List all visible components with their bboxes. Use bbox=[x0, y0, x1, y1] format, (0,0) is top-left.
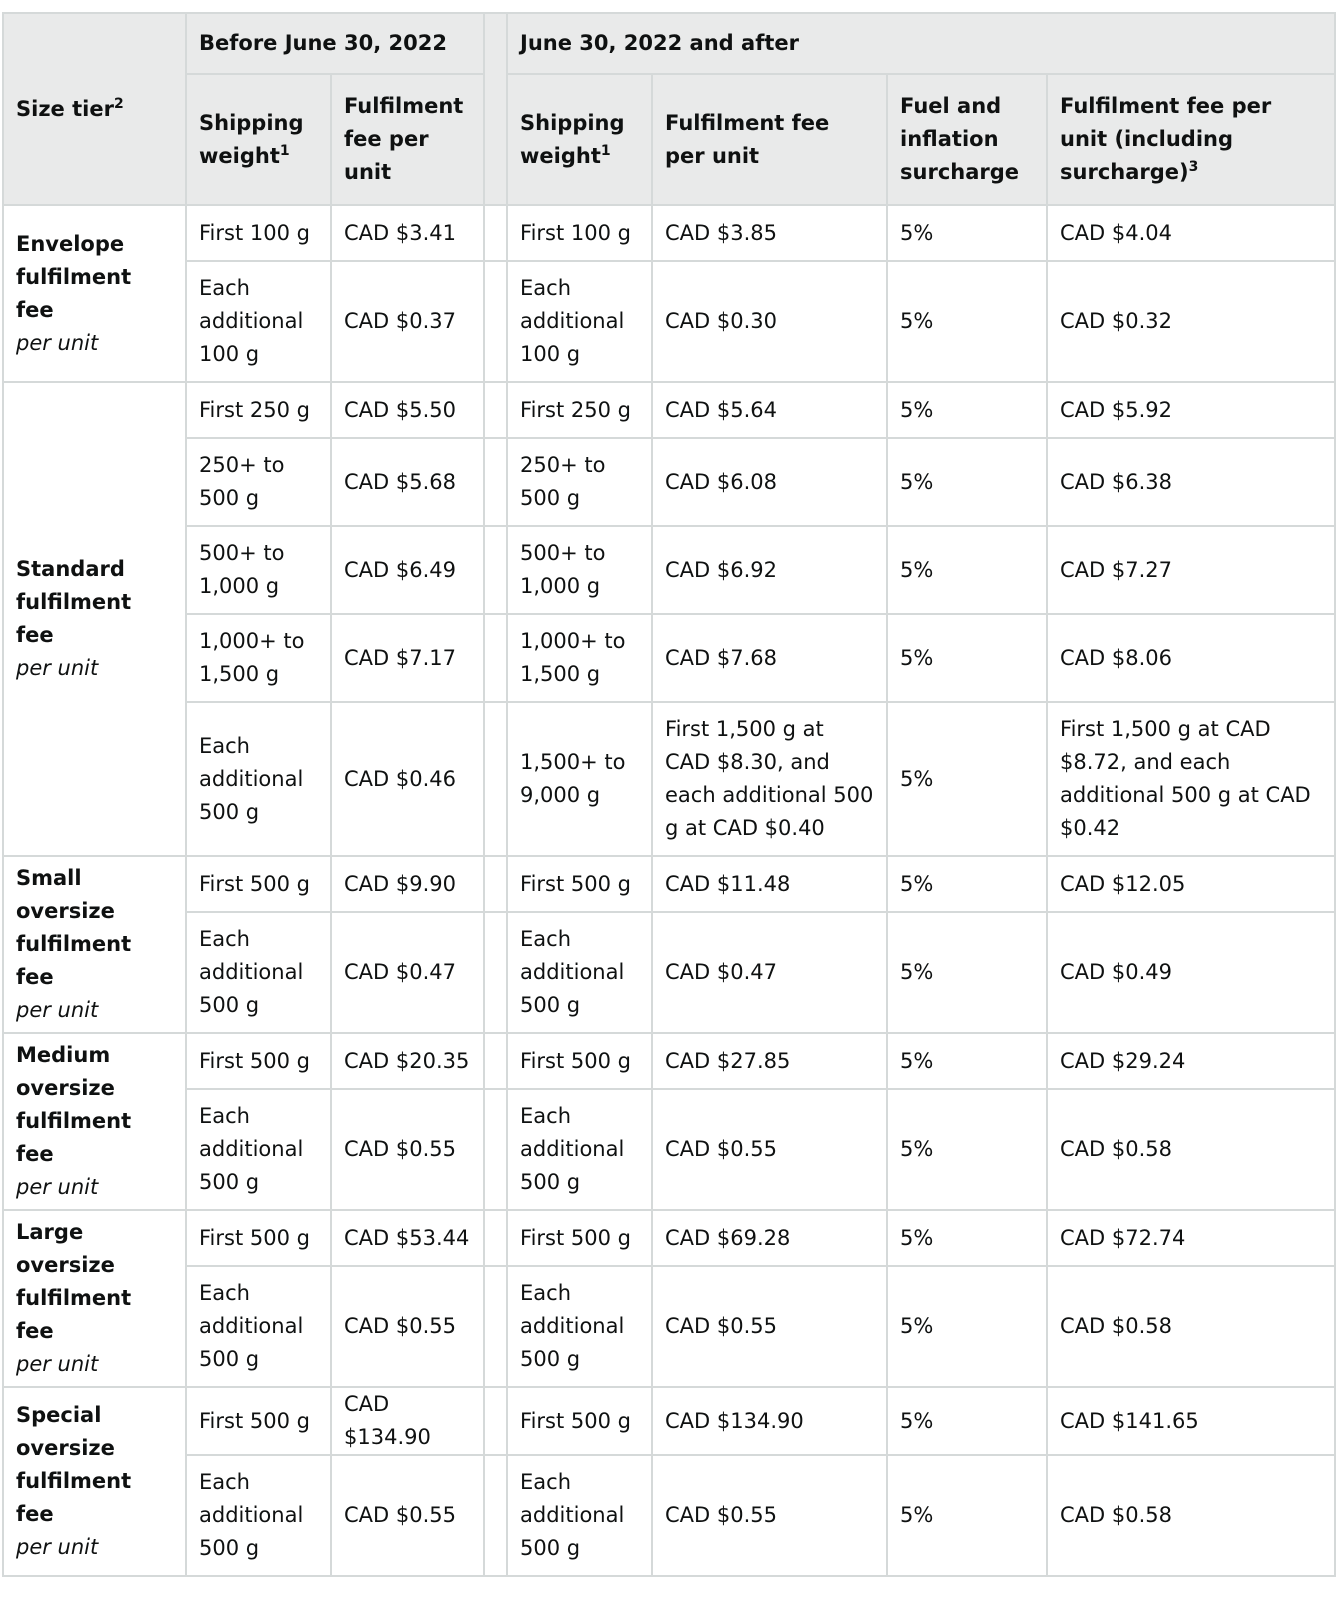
header-row-columns bbox=[3, 74, 1335, 205]
weight-before-cell: Each additional 500 g bbox=[186, 912, 331, 1033]
surcharge-cell: 5% bbox=[887, 856, 1047, 912]
size-tier-cell bbox=[3, 382, 186, 856]
weight-after-cell: 250+ to 500 g bbox=[507, 438, 652, 526]
table-row bbox=[3, 702, 1335, 856]
table-row bbox=[3, 1033, 1335, 1089]
column-gap bbox=[484, 205, 507, 261]
fee-after-cell: CAD $7.68 bbox=[652, 614, 887, 702]
table-row bbox=[3, 382, 1335, 438]
shipping-weight-header-after: Shipping weight$^1$ bbox=[507, 74, 652, 205]
table-row bbox=[3, 1387, 1335, 1455]
weight-before-cell: 1,000+ to 1,500 g bbox=[186, 614, 331, 702]
size-tier-name: Large oversize fulfilment fee bbox=[16, 1220, 132, 1343]
fee-after-cell: CAD $27.85 bbox=[652, 1033, 887, 1089]
fee-header-after: Fulfilment fee per unit bbox=[652, 74, 887, 205]
fee-before-cell: CAD $53.44 bbox=[331, 1210, 484, 1266]
fee-incl-surcharge-header: Fulfilment fee per unit (including surcharge)$^3$ bbox=[1047, 74, 1335, 205]
fulfilment-fee-table bbox=[2, 12, 1336, 1577]
fee-incl-cell: CAD $29.24 bbox=[1047, 1033, 1335, 1089]
weight-before-cell: Each additional 500 g bbox=[186, 1266, 331, 1387]
surcharge-cell: 5% bbox=[887, 614, 1047, 702]
weight-after-cell: First 500 g bbox=[507, 856, 652, 912]
surcharge-cell: 5% bbox=[887, 1455, 1047, 1576]
weight-before-cell: First 500 g bbox=[186, 1387, 331, 1455]
size-tier-cell bbox=[3, 1033, 186, 1210]
fee-before-cell: CAD $5.68 bbox=[331, 438, 484, 526]
weight-after-cell: Each additional 500 g bbox=[507, 1455, 652, 1576]
table-row bbox=[3, 912, 1335, 1033]
column-gap bbox=[484, 13, 507, 205]
fee-after-cell: CAD $0.30 bbox=[652, 261, 887, 382]
weight-after-cell: First 500 g bbox=[507, 1387, 652, 1455]
fee-incl-cell: CAD $5.92 bbox=[1047, 382, 1335, 438]
weight-after-cell: First 500 g bbox=[507, 1033, 652, 1089]
size-tier-header: Size tier$^2$ bbox=[3, 13, 186, 205]
fee-after-cell: CAD $0.55 bbox=[652, 1089, 887, 1210]
surcharge-cell: 5% bbox=[887, 1210, 1047, 1266]
weight-after-cell: First 100 g bbox=[507, 205, 652, 261]
fee-after-cell: CAD $6.08 bbox=[652, 438, 887, 526]
fee-after-cell: CAD $5.64 bbox=[652, 382, 887, 438]
column-gap bbox=[484, 1089, 507, 1210]
surcharge-cell: 5% bbox=[887, 1033, 1047, 1089]
weight-after-cell: First 500 g bbox=[507, 1210, 652, 1266]
size-tier-subtitle: per unit bbox=[16, 656, 99, 680]
surcharge-cell: 5% bbox=[887, 912, 1047, 1033]
fee-before-cell: CAD $134.90 bbox=[331, 1387, 484, 1455]
before-date-header: Before June 30, 2022 bbox=[186, 13, 484, 74]
weight-before-cell: First 250 g bbox=[186, 382, 331, 438]
weight-after-cell: Each additional 500 g bbox=[507, 1266, 652, 1387]
weight-before-cell: 250+ to 500 g bbox=[186, 438, 331, 526]
fee-before-cell: CAD $20.35 bbox=[331, 1033, 484, 1089]
weight-after-cell: First 250 g bbox=[507, 382, 652, 438]
table-row bbox=[3, 1455, 1335, 1576]
size-tier-cell bbox=[3, 1387, 186, 1576]
fee-before-cell: CAD $0.55 bbox=[331, 1455, 484, 1576]
fee-incl-cell: CAD $4.04 bbox=[1047, 205, 1335, 261]
fee-after-cell: CAD $134.90 bbox=[652, 1387, 887, 1455]
fee-before-cell: CAD $0.55 bbox=[331, 1266, 484, 1387]
column-gap bbox=[484, 1455, 507, 1576]
size-tier-name: Medium oversize fulfilment fee bbox=[16, 1043, 132, 1166]
size-tier-subtitle: per unit bbox=[16, 1352, 99, 1376]
column-gap bbox=[484, 526, 507, 614]
fee-incl-cell: CAD $0.32 bbox=[1047, 261, 1335, 382]
surcharge-cell: 5% bbox=[887, 438, 1047, 526]
fee-incl-cell: CAD $8.06 bbox=[1047, 614, 1335, 702]
weight-before-cell: Each additional 500 g bbox=[186, 1089, 331, 1210]
column-gap bbox=[484, 1210, 507, 1266]
surcharge-cell: 5% bbox=[887, 1266, 1047, 1387]
size-tier-name: Small oversize fulfilment fee bbox=[16, 866, 132, 989]
size-tier-subtitle: per unit bbox=[16, 1175, 99, 1199]
fee-incl-cell: CAD $0.58 bbox=[1047, 1455, 1335, 1576]
surcharge-cell: 5% bbox=[887, 1387, 1047, 1455]
surcharge-cell: 5% bbox=[887, 526, 1047, 614]
fee-before-cell: CAD $0.47 bbox=[331, 912, 484, 1033]
fee-incl-cell: CAD $72.74 bbox=[1047, 1210, 1335, 1266]
column-gap bbox=[484, 1387, 507, 1455]
weight-after-cell: 500+ to 1,000 g bbox=[507, 526, 652, 614]
size-tier-subtitle: per unit bbox=[16, 1535, 99, 1559]
header-row-groups bbox=[3, 13, 1335, 74]
surcharge-cell: 5% bbox=[887, 1089, 1047, 1210]
fee-after-cell: CAD $0.55 bbox=[652, 1455, 887, 1576]
weight-after-cell: Each additional 100 g bbox=[507, 261, 652, 382]
fee-table-body bbox=[3, 205, 1335, 1576]
weight-after-cell: 1,500+ to 9,000 g bbox=[507, 702, 652, 856]
column-gap bbox=[484, 438, 507, 526]
table-row bbox=[3, 1210, 1335, 1266]
size-tier-cell bbox=[3, 1210, 186, 1387]
fee-before-cell: CAD $0.46 bbox=[331, 702, 484, 856]
weight-before-cell: 500+ to 1,000 g bbox=[186, 526, 331, 614]
fee-incl-cell: CAD $0.49 bbox=[1047, 912, 1335, 1033]
fee-incl-cell: CAD $6.38 bbox=[1047, 438, 1335, 526]
weight-before-cell: First 100 g bbox=[186, 205, 331, 261]
table-row bbox=[3, 1266, 1335, 1387]
weight-before-cell: First 500 g bbox=[186, 856, 331, 912]
table-row bbox=[3, 526, 1335, 614]
fee-before-cell: CAD $9.90 bbox=[331, 856, 484, 912]
fee-incl-cell: First 1,500 g at CAD $8.72, and each additional 500 g at CAD $0.42 bbox=[1047, 702, 1335, 856]
surcharge-header: Fuel and inflation surcharge bbox=[887, 74, 1047, 205]
surcharge-cell: 5% bbox=[887, 205, 1047, 261]
weight-after-cell: Each additional 500 g bbox=[507, 1089, 652, 1210]
size-tier-name: Standard fulfilment fee bbox=[16, 557, 132, 647]
table-row bbox=[3, 614, 1335, 702]
table-row bbox=[3, 1089, 1335, 1210]
fee-incl-cell: CAD $7.27 bbox=[1047, 526, 1335, 614]
size-tier-cell bbox=[3, 856, 186, 1033]
weight-before-cell: First 500 g bbox=[186, 1033, 331, 1089]
table-row bbox=[3, 438, 1335, 526]
fee-incl-cell: CAD $0.58 bbox=[1047, 1266, 1335, 1387]
fee-incl-cell: CAD $0.58 bbox=[1047, 1089, 1335, 1210]
fee-after-cell: CAD $3.85 bbox=[652, 205, 887, 261]
shipping-weight-header-before: Shipping weight$^1$ bbox=[186, 74, 331, 205]
column-gap bbox=[484, 702, 507, 856]
table-row bbox=[3, 205, 1335, 261]
size-tier-name: Special oversize fulfilment fee bbox=[16, 1403, 132, 1526]
fee-after-cell: CAD $6.92 bbox=[652, 526, 887, 614]
fee-before-cell: CAD $0.37 bbox=[331, 261, 484, 382]
column-gap bbox=[484, 382, 507, 438]
weight-after-cell: Each additional 500 g bbox=[507, 912, 652, 1033]
fee-incl-cell: CAD $12.05 bbox=[1047, 856, 1335, 912]
column-gap bbox=[484, 912, 507, 1033]
column-gap bbox=[484, 1033, 507, 1089]
column-gap bbox=[484, 614, 507, 702]
size-tier-cell bbox=[3, 205, 186, 382]
table-row bbox=[3, 856, 1335, 912]
column-gap bbox=[484, 261, 507, 382]
weight-before-cell: Each additional 500 g bbox=[186, 702, 331, 856]
fee-after-cell: CAD $11.48 bbox=[652, 856, 887, 912]
fee-incl-cell: CAD $141.65 bbox=[1047, 1387, 1335, 1455]
fee-after-cell: First 1,500 g at CAD $8.30, and each additional 500 g at CAD $0.40 bbox=[652, 702, 887, 856]
weight-after-cell: 1,000+ to 1,500 g bbox=[507, 614, 652, 702]
weight-before-cell: Each additional 100 g bbox=[186, 261, 331, 382]
weight-before-cell: First 500 g bbox=[186, 1210, 331, 1266]
column-gap bbox=[484, 1266, 507, 1387]
surcharge-cell: 5% bbox=[887, 261, 1047, 382]
surcharge-cell: 5% bbox=[887, 382, 1047, 438]
column-gap bbox=[484, 856, 507, 912]
size-tier-name: Envelope fulfilment fee bbox=[16, 231, 132, 322]
fee-before-cell: CAD $3.41 bbox=[331, 205, 484, 261]
fee-before-cell: CAD $5.50 bbox=[331, 382, 484, 438]
fee-after-cell: CAD $0.55 bbox=[652, 1266, 887, 1387]
fee-before-cell: CAD $7.17 bbox=[331, 614, 484, 702]
weight-before-cell: Each additional 500 g bbox=[186, 1455, 331, 1576]
table-row bbox=[3, 261, 1335, 382]
surcharge-cell: 5% bbox=[887, 702, 1047, 856]
fee-after-cell: CAD $0.47 bbox=[652, 912, 887, 1033]
fee-before-cell: CAD $0.55 bbox=[331, 1089, 484, 1210]
after-date-header: June 30, 2022 and after bbox=[507, 13, 1335, 74]
fee-header-before: Fulfilment fee per unit bbox=[331, 74, 484, 205]
size-tier-subtitle: per unit bbox=[16, 998, 99, 1022]
size-tier-subtitle: per unit bbox=[16, 330, 99, 355]
fee-before-cell: CAD $6.49 bbox=[331, 526, 484, 614]
fee-after-cell: CAD $69.28 bbox=[652, 1210, 887, 1266]
